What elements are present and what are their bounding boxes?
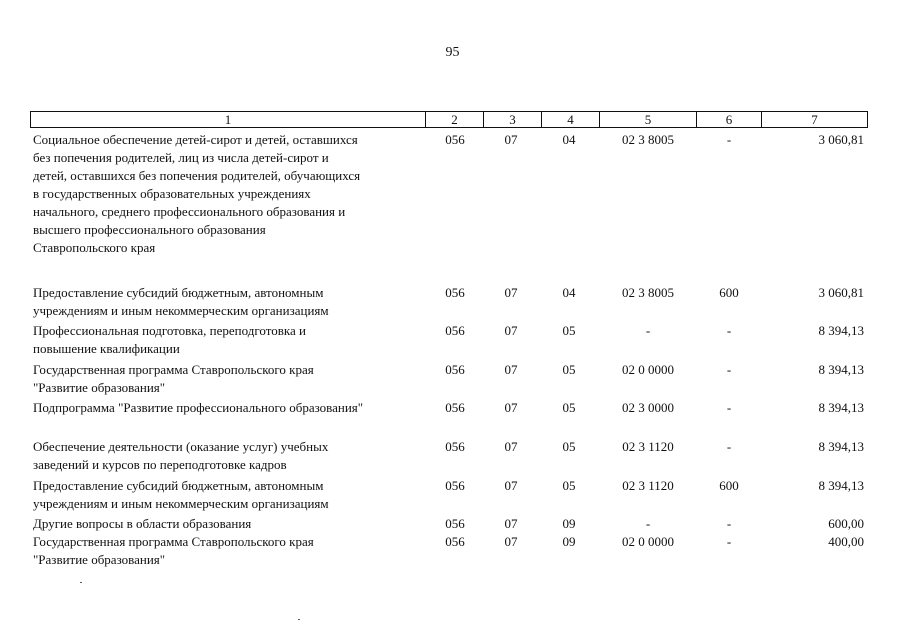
header-col-5: 5 xyxy=(600,112,697,127)
row-name-line: повышение квалификации xyxy=(33,341,180,356)
row-amount: 400,00 xyxy=(828,534,864,549)
row-target-article: 02 3 8005 xyxy=(622,132,674,147)
row-amount: 600,00 xyxy=(828,516,864,531)
scan-speck xyxy=(298,619,300,620)
row-admin-code: 056 xyxy=(445,478,465,493)
row-name-line: детей, оставшихся без попечения родителей, обучающихся xyxy=(33,168,361,183)
row-name-line: Другие вопросы в области образования xyxy=(33,516,252,531)
row-target-article: 02 3 8005 xyxy=(622,285,674,300)
row-expense-type: - xyxy=(726,132,732,147)
row-target-article: 02 3 0000 xyxy=(622,400,674,415)
row-name-line: Социальное обеспечение детей-сирот и детей, оставшихся xyxy=(33,132,358,147)
row-name-line: учреждениям и иным некоммерческим организациям xyxy=(33,496,329,511)
row-name-line: Подпрограмма "Развитие профессионального образования" xyxy=(33,400,364,415)
row-section: 07 xyxy=(504,439,518,454)
row-amount: 8 394,13 xyxy=(818,400,864,415)
row-name xyxy=(33,131,425,257)
row-subsection: 04 xyxy=(562,132,576,147)
row-section: 07 xyxy=(504,516,518,531)
row-admin-code: 056 xyxy=(445,285,465,300)
row-subsection: 09 xyxy=(562,516,576,531)
row-section: 07 xyxy=(504,400,518,415)
row-name-line: "Развитие образования" xyxy=(33,380,166,395)
row-name-line: Государственная программа Ставропольского края xyxy=(33,534,314,549)
row-section: 07 xyxy=(504,534,518,549)
row-subsection: 05 xyxy=(562,439,576,454)
row-amount: 8 394,13 xyxy=(818,439,864,454)
header-col-1: 1 xyxy=(31,112,426,127)
row-name-line: Государственная программа Ставропольского края xyxy=(33,362,314,377)
row-expense-type: - xyxy=(726,323,732,338)
row-name-line: Предоставление субсидий бюджетным, автономным xyxy=(33,285,324,300)
row-expense-type: - xyxy=(726,400,732,415)
header-col-2: 2 xyxy=(426,112,484,127)
row-expense-type: - xyxy=(726,439,732,454)
row-target-article: 02 0 0000 xyxy=(622,362,674,377)
header-col-7: 7 xyxy=(811,112,818,127)
scan-speck xyxy=(80,582,82,583)
row-amount: 8 394,13 xyxy=(818,478,864,493)
row-subsection: 04 xyxy=(562,285,576,300)
row-admin-code: 056 xyxy=(445,534,465,549)
row-name-line: без попечения родителей, лиц из числа детей-сирот и xyxy=(33,150,329,165)
row-section: 07 xyxy=(504,132,518,147)
row-section: 07 xyxy=(504,478,518,493)
row-name xyxy=(33,399,425,417)
row-name-line: учреждениям и иным некоммерческим организациям xyxy=(33,303,329,318)
row-section: 07 xyxy=(504,362,518,377)
row-admin-code: 056 xyxy=(445,323,465,338)
row-admin-code: 056 xyxy=(445,362,465,377)
row-name-line: Обеспечение деятельности (оказание услуг) учебных xyxy=(33,439,329,454)
row-subsection: 09 xyxy=(562,534,576,549)
row-admin-code: 056 xyxy=(445,132,465,147)
table-header xyxy=(30,111,868,128)
row-amount: 8 394,13 xyxy=(818,323,864,338)
row-name xyxy=(33,322,425,358)
row-target-article: - xyxy=(645,516,651,531)
row-target-article: - xyxy=(645,323,651,338)
row-name-line: "Развитие образования" xyxy=(33,552,166,567)
row-name xyxy=(33,284,425,320)
row-name-line: начального, среднего профессионального образования и xyxy=(33,204,346,219)
row-subsection: 05 xyxy=(562,478,576,493)
row-name xyxy=(33,361,425,397)
row-amount: 3 060,81 xyxy=(818,285,864,300)
row-subsection: 05 xyxy=(562,400,576,415)
row-name-line: Предоставление субсидий бюджетным, автономным xyxy=(33,478,324,493)
row-name xyxy=(33,438,425,474)
header-col-4: 4 xyxy=(542,112,600,127)
row-name xyxy=(33,533,425,569)
row-amount: 3 060,81 xyxy=(818,132,864,147)
row-name-line: Профессиональная подготовка, переподготовка и xyxy=(33,323,306,338)
row-name-line: заведений и курсов по переподготовке кадров xyxy=(33,457,287,472)
row-expense-type: 600 xyxy=(719,285,739,300)
row-name-line: Ставропольского края xyxy=(33,240,156,255)
row-section: 07 xyxy=(504,285,518,300)
row-name xyxy=(33,515,425,533)
page-number: 95 xyxy=(445,45,460,60)
row-subsection: 05 xyxy=(562,323,576,338)
row-expense-type: - xyxy=(726,516,732,531)
row-target-article: 02 3 1120 xyxy=(622,439,674,454)
row-target-article: 02 0 0000 xyxy=(622,534,674,549)
row-subsection: 05 xyxy=(562,362,576,377)
row-section: 07 xyxy=(504,323,518,338)
row-amount: 8 394,13 xyxy=(818,362,864,377)
header-col-3: 3 xyxy=(484,112,542,127)
row-admin-code: 056 xyxy=(445,400,465,415)
row-admin-code: 056 xyxy=(445,516,465,531)
row-name xyxy=(33,477,425,513)
row-name-line: высшего профессионального образования xyxy=(33,222,266,237)
header-col-6: 6 xyxy=(697,112,762,127)
row-expense-type: - xyxy=(726,534,732,549)
row-expense-type: 600 xyxy=(719,478,739,493)
row-expense-type: - xyxy=(726,362,732,377)
row-admin-code: 056 xyxy=(445,439,465,454)
row-name-line: в государственных образовательных учреждениях xyxy=(33,186,311,201)
row-target-article: 02 3 1120 xyxy=(622,478,674,493)
